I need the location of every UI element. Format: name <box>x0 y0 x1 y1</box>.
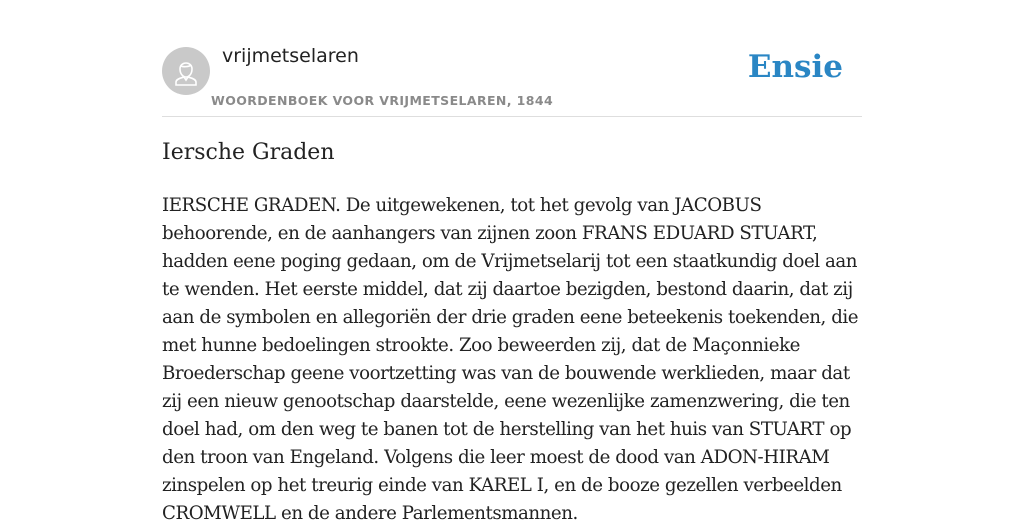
source-label[interactable]: WOORDENBOEK VOOR VRIJMETSELAREN, 1844 <box>211 93 554 108</box>
author-avatar[interactable] <box>162 47 210 95</box>
page-container <box>162 0 862 524</box>
ensie-logo[interactable]: Ensie <box>747 49 843 85</box>
article-header <box>162 0 862 117</box>
article-body: IERSCHE GRADEN. De uitgewekenen, tot het gevolg van JACOBUS behoorende, en de aanhangers van zijnen zoon FRANS EDUARD STUART, hadden eene poging gedaan, om de Vrijmetselarij tot een staatkundig doel aan te wenden. Het eerste middel, dat zij daartoe bezigden, bestond daarin, dat zij aan de symbolen en allegoriën der drie graden eene beteekenis toekenden, die met hunne bedoelingen strookte. Zoo beweerden zij, dat de Maçonnieke Broederschap geene voortzetting was van de bouwende werklieden, maar dat zij een nieuw genootschap daarstelde, eene wezenlijke zamenzwering, die ten doel had, om den weg te banen tot de herstelling van het huis van STUART op den troon van Engeland. Volgens die leer moest de dood van ADON-HIRAM zinspelen op het treurig einde van KAREL I, en de booze gezellen verbeelden CROMWELL en de andere Parlementsmannen. <box>162 195 859 524</box>
author-link[interactable]: vrijmetselaren <box>222 45 359 67</box>
article-title: Iersche Graden <box>162 140 335 165</box>
user-silhouette-icon <box>162 47 210 95</box>
